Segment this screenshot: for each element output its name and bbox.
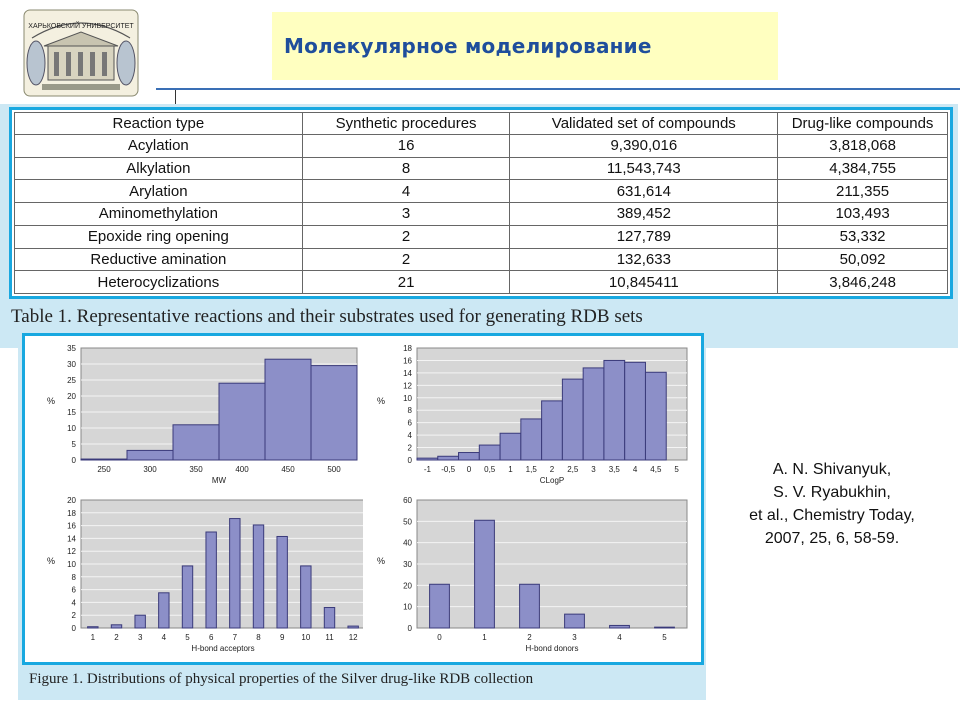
cell-validated: 127,789	[510, 225, 778, 248]
table-caption: Table 1. Representative reactions and their substrates used for generating RDB sets	[11, 306, 643, 327]
cell-drug-like: 53,332	[778, 225, 948, 248]
y-tick-label: 0	[71, 624, 76, 633]
histogram-hbond-acceptors	[39, 494, 363, 656]
y-tick-label: 25	[67, 376, 76, 385]
x-tick-label: 4	[632, 465, 638, 474]
y-tick-label: 14	[67, 534, 76, 544]
histogram-bar	[459, 453, 480, 460]
histogram-bar	[430, 584, 450, 628]
y-tick-label: 40	[403, 538, 412, 548]
x-tick-label: -0,5	[441, 465, 456, 474]
histogram-bar	[253, 525, 263, 628]
cell-drug-like: 211,355	[778, 180, 948, 203]
cell-procedures: 2	[302, 225, 510, 248]
y-tick-label: 10	[67, 424, 76, 433]
figure-caption: Figure 1. Distributions of physical properties of the Silver drug-like RDB collection	[29, 671, 534, 687]
table-row	[15, 203, 948, 226]
histogram-bar	[206, 532, 216, 628]
histogram-bar	[583, 368, 604, 460]
y-tick-label: 8	[71, 572, 76, 582]
y-axis-label: %	[46, 556, 56, 566]
y-tick-label: 30	[67, 360, 76, 369]
cell-drug-like: 3,818,068	[778, 135, 948, 158]
histogram-bar	[655, 627, 675, 628]
cell-validated: 389,452	[510, 203, 778, 226]
histogram-bar	[324, 608, 334, 628]
x-tick-label: 0	[466, 465, 472, 474]
cell-reaction: Aminomethylation	[15, 203, 303, 226]
reference-line: 2007, 25, 6, 58-59.	[764, 530, 900, 547]
cell-procedures: 16	[302, 135, 510, 158]
x-tick-label: 250	[97, 465, 111, 474]
x-tick-label: 1,5	[525, 465, 537, 474]
x-tick-label: 4	[617, 633, 622, 642]
x-tick-label: 10	[301, 633, 311, 642]
cell-reaction: Reductive amination	[15, 248, 303, 271]
x-tick-label: 4,5	[650, 465, 662, 474]
histogram-bar	[604, 360, 625, 460]
y-tick-label: 0	[407, 624, 412, 633]
y-tick-label: 10	[67, 560, 76, 569]
figure-frame	[22, 333, 704, 665]
histogram-bar	[230, 519, 240, 628]
histogram-bar	[173, 425, 219, 460]
histogram-bar	[645, 372, 666, 460]
y-tick-label: 30	[403, 560, 412, 569]
table-panel	[0, 104, 958, 348]
cell-drug-like: 50,092	[778, 248, 948, 271]
cell-validated: 631,614	[510, 180, 778, 203]
cell-reaction: Acylation	[15, 135, 303, 158]
x-tick-label: 6	[208, 633, 214, 642]
x-tick-label: 2	[549, 465, 555, 474]
cell-validated: 11,543,743	[510, 157, 778, 180]
reactions-table	[14, 112, 948, 294]
university-seal-icon	[18, 8, 144, 98]
histogram-bar	[111, 625, 121, 628]
x-tick-label: 350	[189, 465, 203, 474]
y-tick-label: 16	[67, 521, 76, 531]
histogram-bar	[182, 566, 192, 628]
x-tick-label: 300	[143, 465, 157, 474]
cell-procedures: 4	[302, 180, 510, 203]
histogram-bar	[311, 366, 357, 460]
x-tick-label: 5	[185, 633, 190, 642]
histogram-bar	[135, 615, 145, 628]
y-tick-label: 4	[71, 598, 76, 608]
table-row	[15, 271, 948, 294]
slide-title: Молекулярное моделирование	[284, 34, 652, 58]
x-tick-label: 8	[256, 633, 261, 642]
histogram-mw	[39, 342, 363, 492]
x-tick-label: 5	[674, 465, 679, 474]
x-tick-label: 1	[482, 633, 487, 642]
x-axis-label: H-bond donors	[525, 644, 579, 653]
y-tick-label: 20	[67, 496, 76, 505]
x-axis-label: CLogP	[539, 476, 565, 485]
x-tick-label: 0,5	[484, 465, 496, 474]
y-tick-label: 4	[407, 431, 412, 441]
x-tick-label: 0	[437, 633, 442, 642]
x-tick-label: 2	[527, 633, 532, 642]
cell-drug-like: 4,384,755	[778, 157, 948, 180]
histogram-bar	[625, 362, 646, 460]
histogram-bar	[475, 520, 495, 628]
reference-line: et al., Chemistry Today,	[749, 507, 915, 524]
cell-drug-like: 3,846,248	[778, 271, 948, 294]
table-row	[15, 248, 948, 271]
y-tick-label: 35	[67, 344, 76, 353]
x-axis-label: H-bond acceptors	[191, 644, 255, 653]
table-row	[15, 180, 948, 203]
histogram-bar	[127, 450, 173, 460]
table-frame	[9, 107, 953, 299]
y-tick-label: 2	[71, 611, 76, 621]
y-tick-label: 20	[403, 581, 412, 591]
reference-line: S. V. Ryabukhin,	[773, 484, 891, 501]
histogram-bar	[562, 379, 583, 460]
x-tick-label: 3	[137, 633, 143, 642]
cell-procedures: 21	[302, 271, 510, 294]
svg-text:ХАРЬКОВСКИЙ УНИВЕРСИТЕТ: ХАРЬКОВСКИЙ УНИВЕРСИТЕТ	[28, 23, 134, 30]
histogram-bar	[500, 433, 521, 460]
histogram-bar	[520, 584, 540, 628]
x-tick-label: 3,5	[608, 465, 620, 474]
histogram-bar	[88, 627, 98, 628]
y-tick-label: 60	[403, 496, 412, 505]
table-row	[15, 157, 948, 180]
y-tick-label: 18	[67, 508, 76, 518]
reference-line: A. N. Shivanyuk,	[772, 461, 892, 478]
y-tick-label: 14	[403, 368, 412, 378]
histogram-bar	[521, 419, 542, 460]
cell-reaction: Epoxide ring opening	[15, 225, 303, 248]
cell-reaction: Alkylation	[15, 157, 303, 180]
x-tick-label: 3	[572, 633, 577, 642]
histogram-bar	[479, 445, 500, 460]
y-tick-label: 20	[67, 392, 76, 401]
y-axis-label: %	[376, 556, 386, 566]
x-tick-label: 1	[508, 465, 513, 474]
y-tick-label: 8	[407, 406, 412, 416]
x-tick-label: 500	[327, 465, 341, 474]
y-tick-label: 15	[67, 408, 76, 417]
y-tick-label: 50	[403, 517, 412, 527]
x-tick-label: 9	[279, 633, 285, 642]
y-tick-label: 18	[403, 344, 412, 353]
reference-citation	[712, 458, 952, 550]
x-tick-label: 2	[114, 633, 119, 642]
title-underline	[156, 88, 960, 90]
header-validated-set: Validated set of compounds	[510, 113, 778, 135]
cell-validated: 132,633	[510, 248, 778, 271]
histogram-bar	[277, 536, 287, 628]
y-axis-label: %	[46, 396, 56, 406]
table-header-row	[15, 113, 948, 135]
y-tick-label: 0	[407, 456, 412, 465]
x-tick-label: 3	[591, 465, 596, 474]
histogram-bar	[348, 626, 358, 628]
y-tick-label: 10	[403, 393, 412, 403]
histogram-bar	[542, 401, 563, 460]
x-tick-label: 2,5	[567, 465, 579, 474]
y-tick-label: 2	[407, 443, 412, 453]
header-drug-like: Drug-like compounds	[778, 113, 948, 135]
histogram-hbond-donors	[369, 494, 693, 656]
figure-panel	[18, 329, 706, 700]
histogram-bar	[565, 614, 585, 628]
x-tick-label: 5	[662, 633, 667, 642]
histogram-bar	[438, 456, 459, 460]
x-tick-label: 7	[232, 633, 238, 642]
x-tick-label: -1	[423, 465, 431, 474]
header-synthetic-procedures: Synthetic procedures	[302, 113, 510, 135]
y-axis-label: %	[376, 396, 386, 406]
cell-reaction: Arylation	[15, 180, 303, 203]
x-axis-label: MW	[211, 476, 227, 485]
cell-validated: 10,845411	[510, 271, 778, 294]
cell-drug-like: 103,493	[778, 203, 948, 226]
x-tick-label: 1	[90, 633, 96, 642]
table-row	[15, 225, 948, 248]
y-tick-label: 0	[71, 456, 76, 465]
x-tick-label: 450	[281, 465, 295, 474]
y-tick-label: 6	[71, 585, 76, 595]
y-tick-label: 6	[407, 418, 412, 428]
cell-validated: 9,390,016	[510, 135, 778, 158]
y-tick-label: 10	[403, 602, 412, 612]
x-tick-label: 11	[325, 633, 334, 642]
cell-procedures: 2	[302, 248, 510, 271]
university-logo	[18, 8, 144, 98]
x-tick-label: 4	[161, 633, 167, 642]
table-row	[15, 135, 948, 158]
histogram-bar	[301, 566, 311, 628]
y-tick-label: 5	[71, 440, 76, 449]
y-tick-label: 12	[67, 547, 76, 557]
histogram-bar	[219, 383, 265, 460]
cell-reaction: Heterocyclizations	[15, 271, 303, 294]
y-tick-label: 16	[403, 356, 412, 366]
y-tick-label: 12	[403, 381, 412, 391]
x-tick-label: 12	[348, 633, 358, 642]
cell-procedures: 3	[302, 203, 510, 226]
histogram-bar	[265, 359, 311, 460]
histogram-bar	[610, 625, 630, 628]
cell-procedures: 8	[302, 157, 510, 180]
histogram-bar	[81, 459, 127, 460]
x-tick-label: 400	[235, 465, 249, 474]
title-box	[272, 12, 778, 80]
histogram-bar	[159, 593, 169, 628]
histogram-bar	[417, 458, 438, 460]
header-reaction-type: Reaction type	[15, 113, 303, 135]
histogram-clogp	[369, 342, 693, 492]
